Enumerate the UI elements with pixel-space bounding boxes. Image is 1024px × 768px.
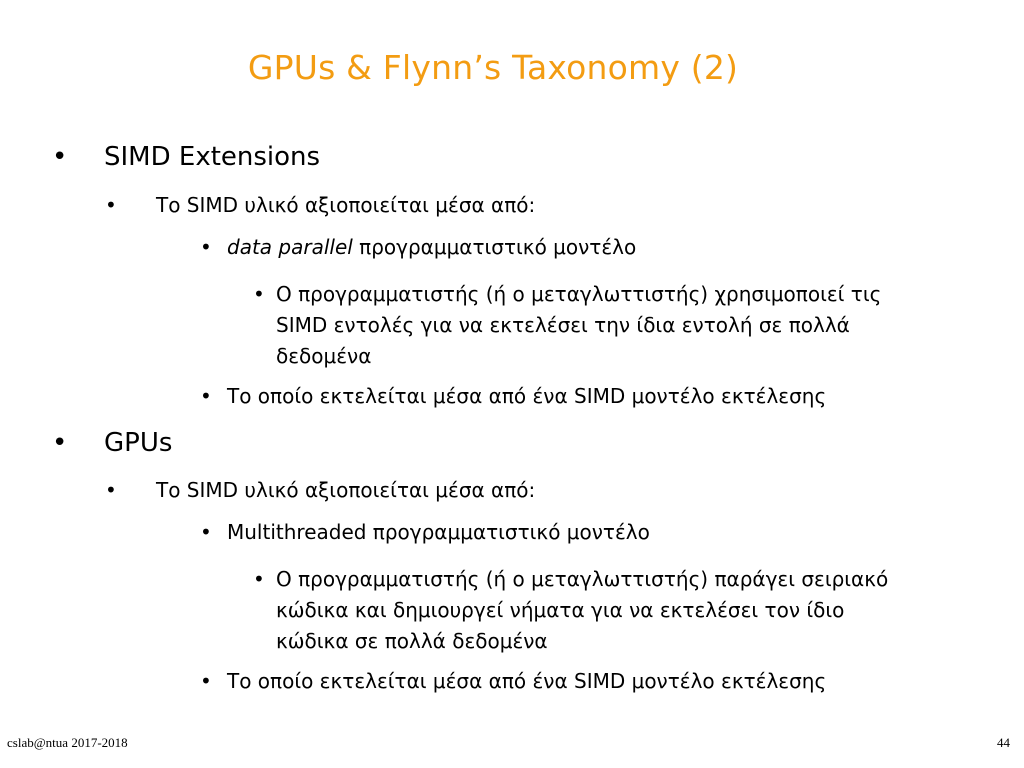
bullet-marker: •: [200, 235, 212, 259]
bullet-gpus-exec: Το οποίο εκτελείται μέσα από ένα SIMD μοντέλο εκτέλεσης: [227, 669, 827, 693]
bullet-gpus: GPUs: [104, 428, 173, 458]
bullet-marker: •: [200, 384, 212, 408]
bullet-multithreaded-model: Multithreaded προγραμματιστικό μοντέλο: [227, 520, 650, 544]
detail-line: κώδικα σε πολλά δεδομένα: [276, 629, 548, 653]
slide-title: GPUs & Flynn’s Taxonomy (2): [247, 48, 739, 87]
detail-line: κώδικα και δημιουργεί νήματα για να εκτελέσει τον ίδιο: [276, 598, 845, 622]
detail-line: Ο προγραμματιστής (ή ο μεταγλωττιστής) χρησιμοποιεί τις: [276, 282, 882, 306]
bullet-simd-exec: Το οποίο εκτελείται μέσα από ένα SIMD μοντέλο εκτέλεσης: [227, 384, 827, 408]
footer-copyright: cslab@ntua 2017-2018: [7, 735, 128, 750]
bullet-marker: •: [200, 520, 212, 544]
bullet-simd-hardware: Το SIMD υλικό αξιοποιείται μέσα από:: [156, 193, 536, 217]
bullet-marker: •: [52, 142, 68, 172]
bullet-marker: •: [105, 478, 117, 502]
bullet-marker: •: [253, 282, 265, 306]
model-text: προγραμματιστικό μοντέλο: [352, 235, 637, 259]
detail-line: Ο προγραμματιστής (ή ο μεταγλωττιστής) παράγει σειριακό: [276, 567, 889, 591]
bullet-marker: •: [105, 193, 117, 217]
detail-line: δεδομένα: [276, 344, 372, 368]
bullet-gpus-hardware: Το SIMD υλικό αξιοποιείται μέσα από:: [156, 478, 536, 502]
bullet-marker: •: [200, 669, 212, 693]
bullet-marker: •: [253, 567, 265, 591]
bullet-marker: •: [52, 428, 68, 458]
bullet-gpus-detail: [276, 564, 888, 657]
page-number: 44: [997, 735, 1010, 750]
bullet-simd-detail: [276, 279, 881, 372]
bullet-simd-extensions: SIMD Extensions: [104, 142, 321, 172]
detail-line: SIMD εντολές για να εκτελέσει την ίδια εντολή σε πολλά: [276, 313, 850, 337]
italic-term: data parallel: [227, 235, 353, 259]
bullet-data-parallel-model: [227, 235, 636, 259]
